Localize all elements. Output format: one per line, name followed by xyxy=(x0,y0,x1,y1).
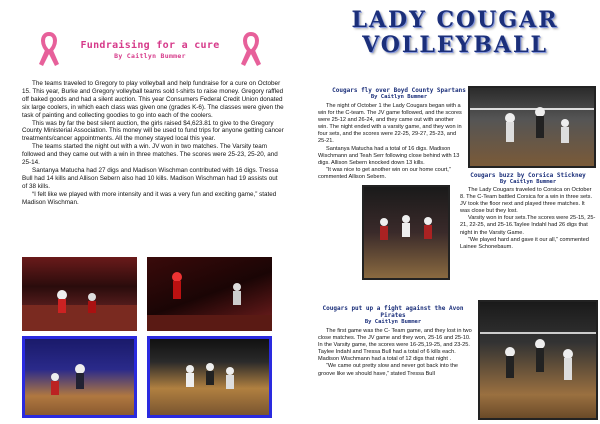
game-photo xyxy=(22,257,137,331)
pink-ribbon-icon xyxy=(237,30,265,73)
story3-body xyxy=(318,328,476,378)
paragraph: This was by far the best silent auction, the girls raised $4,623.81 to give to the Gregory County Ministerial Association. This money will be used to fund trips for anyone getting cancer treatments/cancer appointments. All the money stayed local this year. xyxy=(22,119,284,143)
title-text: Fundraising for a cure xyxy=(80,40,220,51)
story2-body xyxy=(460,187,596,251)
headline-text: Cougars put up a fight against the Avon Pirates xyxy=(322,305,464,319)
title-line-1: LADY COUGAR xyxy=(351,7,559,33)
game-photo xyxy=(468,86,596,168)
byline: By Caitlyn Bummer xyxy=(499,179,557,185)
fundraising-title xyxy=(70,40,230,60)
byline: By Caitlyn Bummer xyxy=(370,94,428,100)
right-page xyxy=(300,0,600,424)
headline-text: Cougars buzz by Corsica Stickney xyxy=(470,172,586,179)
story1-body xyxy=(318,103,464,181)
game-photo xyxy=(147,257,272,331)
paragraph: Santanya Matucha had 27 digs and Madison Wischman contributed with 16 digs. Tressa Bull had 14 kills and Allison Sebern also had 10 kills. Madison Wischman had 19 assists out of 38 kills. xyxy=(22,166,279,190)
byline: By Caitlyn Bummer xyxy=(364,319,422,325)
paragraph: The night of October 1 the Lady Cougars began with a win for the C-team. The JV game followed, and the scores were 25-12 and 26-24, and they came out with another win. The night ended with a varsity game, and they won in four sets, and the scores were 22-25, 29-27, 25-23, and 25-21. xyxy=(318,103,462,145)
headline-text: Cougars fly over Boyd County Spartans xyxy=(332,87,466,94)
paragraph: “We came out pretty slow and never got back into the groove like we should have,” stated Tressa Bull xyxy=(318,363,459,377)
byline: By Caitlyn Bummer xyxy=(114,52,186,60)
paragraph: “It was nice to get another win on our home court,” commented Allison Sebern. xyxy=(318,166,451,180)
paragraph: The teams started the night out with a win. JV won in two matches. The Varsity team followed and they came out with a win in three matches. The scores were 25-23, 25-20, and 25-14. xyxy=(22,143,278,167)
game-photo xyxy=(22,336,137,418)
game-photo xyxy=(478,300,598,420)
story1-headline xyxy=(308,87,490,101)
page-title xyxy=(320,8,590,58)
pink-ribbon-icon xyxy=(35,30,63,73)
paragraph: The teams traveled to Gregory to play volleyball and help fundraise for a cure on October 15. This year, Burke and Gregory volleyball teams sold t-shirts to raise money. Gregory raffled off baked goods and had a silent auction. This year Consumers Federal Credit Union donated six large coolers, in which each class was given one (grades K-6). The classes were given the task of painting and collecting goodies to go into each of the coolers. xyxy=(22,80,284,119)
paragraph: Santanya Matucha had a total of 16 digs. Madison Wischmann and Teah Serr following close behind with 13 digs. Allison Sebern knocked down 13 kills. xyxy=(318,145,460,166)
paragraph: Varsity won in four sets.The scores were 25-15, 25-21, 22-25, and 25-16.Taylee Indahl had 26 digs that night in the Varsity Game. xyxy=(460,215,596,236)
paragraph: The Lady Cougars traveled to Corsica on October 8. The C-Team battled Corsica for a win in three sets. JV took the floor next and played three matches. It was close but they lost. xyxy=(460,187,593,215)
title-line-2: VOLLEYBALL xyxy=(362,32,548,58)
paragraph: “We played hard and gave it our all,” commented Lainee Schonebaum. xyxy=(460,236,589,250)
fundraising-article xyxy=(22,80,284,207)
paragraph: The first game was the C- Team game, and they lost in two close matches. The JV game and they won, 25-16 and 25-10. In the Varsity game, the scores were 16-25,19-25, and 23-25. Taylee Indahl and Tressa Bull had a total of 6 kills each. Madison Wischmann had a total of 12 digs that night . xyxy=(318,328,472,363)
story3-headline xyxy=(318,305,468,326)
story2-headline xyxy=(458,172,598,186)
game-photo xyxy=(362,185,450,280)
paragraph: “I felt like we played with more intensity and it was a very fun and exciting game,” stated Madison Wischman. xyxy=(22,190,277,206)
game-photo xyxy=(147,336,272,418)
